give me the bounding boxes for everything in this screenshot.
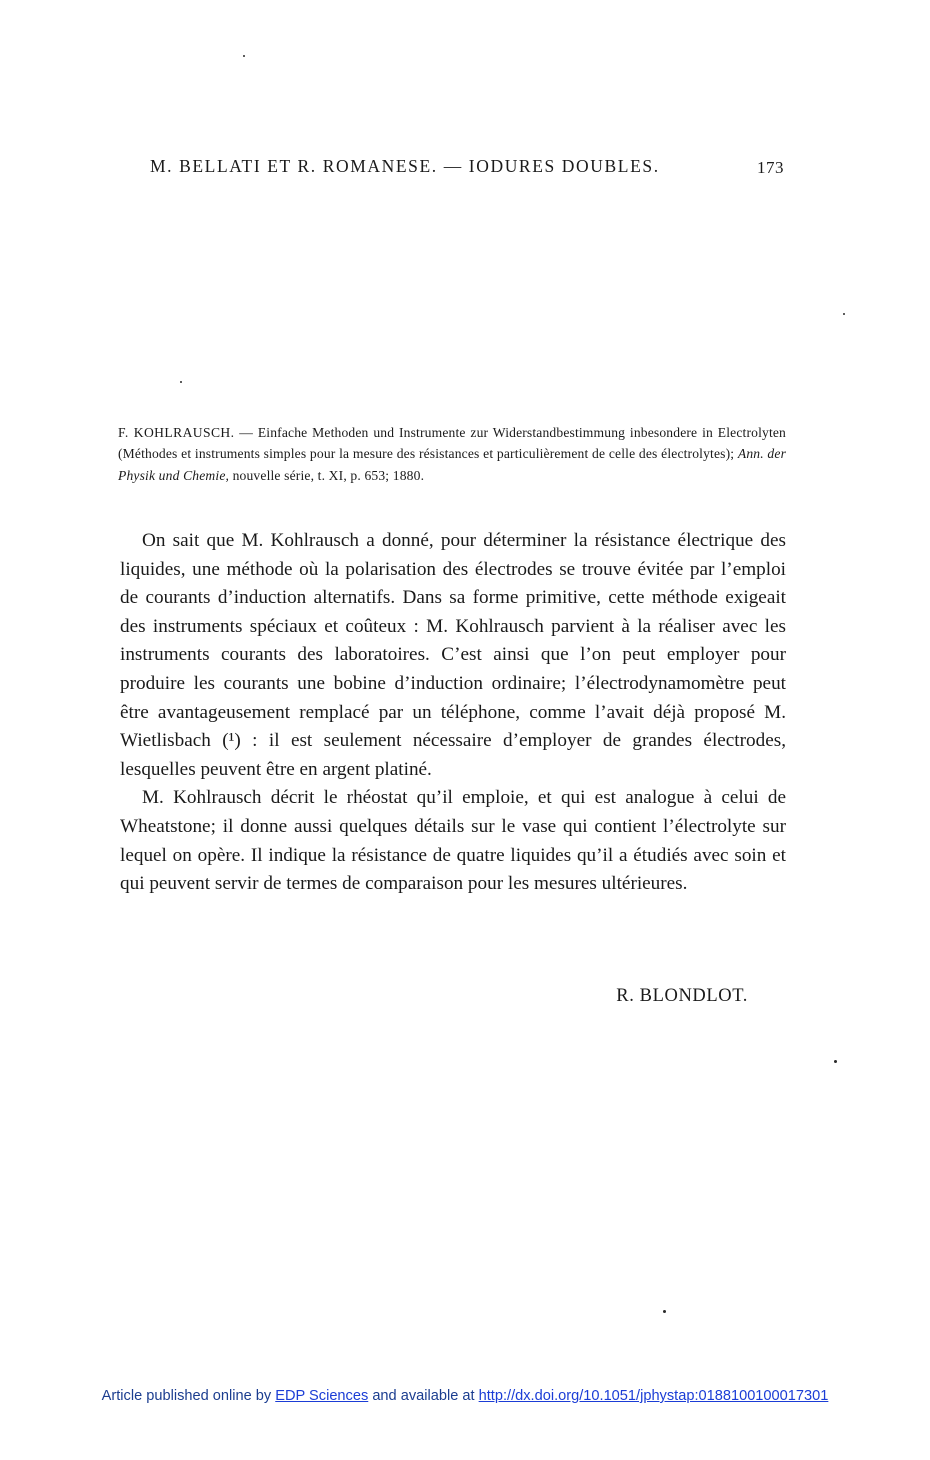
scan-speck: [843, 313, 845, 315]
body-paragraph-2: M. Kohlrausch décrit le rhéostat qu’il emploie, et qui est analogue à celui de Wheatstone; il donne aussi quelques détails sur le vase qui contient l’électrolyte sur lequel on opère. Il indique la résistance de quatre liquides qu’il a étudiés avec soin et qui peuvent servir de termes de comparaison pour les mesures ultérieures.: [120, 787, 786, 895]
scan-speck: [180, 381, 182, 383]
scan-speck: [243, 55, 245, 57]
scan-speck: [663, 1310, 666, 1313]
signature-surname: LONDLOT.: [652, 986, 748, 1006]
body-paragraph-1: On sait que M. Kohlrausch a donné, pour déterminer la résistance électrique des liquides, une méthode où la polarisation des électrodes se trouve évitée par l’emploi de courants d’induction alternatifs. Dans sa forme primitive, cette méthode exigeait des instruments spéciaux et coûteux : M. Kohlrausch parvient à la réaliser avec les instruments courants des laboratoires. C’est ainsi que l’on peut employer pour produire les courants une bobine d’induction ordinaire; l’électrodynamomètre peut être avantageusement remplacé par un téléphone, comme l’avait déjà proposé M. Wietlisbach (¹) : il est seulement nécessaire d’employer de grandes électrodes, lesquelles peuvent être en argent platiné.: [120, 530, 786, 780]
reference-journal: Ann. der Physik und Chemie,: [118, 446, 787, 483]
reference-details: nouvelle série, t. XI, p. 653; 1880.: [229, 467, 425, 483]
publication-footer: [0, 1388, 930, 1404]
page-number: 173: [757, 158, 784, 177]
signature-initial: R. B: [616, 986, 653, 1006]
running-head-title: M. BELLATI ET R. ROMANESE. — IODURES DOUBLES.: [150, 156, 660, 176]
review-body: [120, 527, 786, 899]
doi-link[interactable]: http://dx.doi.org/10.1051/jphystap:0188100100017301: [478, 1388, 829, 1404]
bibliographic-reference: [118, 422, 786, 486]
reference-author: F. KOHLRAUSCH.: [118, 425, 235, 440]
reference-title: — Einfache Methoden und Instrumente zur Widerstandbestimmung inbesondere in Electrolyten (Méthodes et instruments simples pour la mesure des résistances et particulièrement de celle des électrolytes);: [118, 425, 786, 462]
scan-speck: [834, 1060, 837, 1063]
running-head: [150, 156, 784, 180]
footer-middle: and available at: [368, 1388, 479, 1404]
footer-prefix: Article published online by: [101, 1388, 276, 1404]
author-signature: [540, 986, 748, 1007]
publisher-link[interactable]: EDP Sciences: [275, 1388, 369, 1404]
